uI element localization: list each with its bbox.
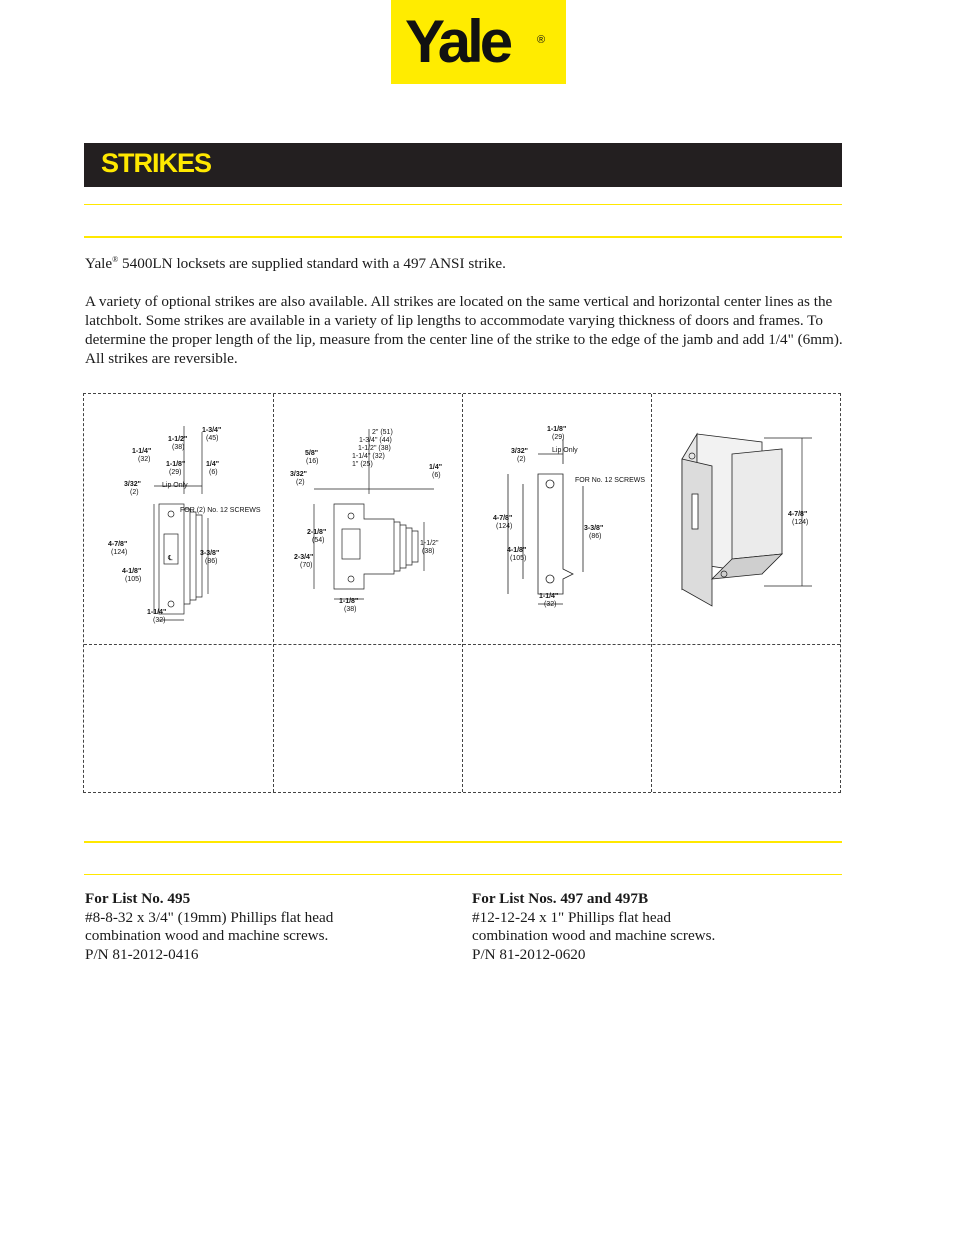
section-banner <box>84 143 842 187</box>
registered-mark: ® <box>112 255 119 264</box>
screw-spec-heading: For List Nos. 497 and 497B <box>472 890 649 907</box>
dimension-label: (29) <box>169 469 182 476</box>
page-title: STRIKES <box>101 148 212 178</box>
dimension-label: (124) <box>792 519 809 526</box>
strike-diagram-box-strike <box>652 394 840 644</box>
strike-drawing-box-strike <box>652 394 840 644</box>
lip-only-note: Lip Only <box>552 447 578 454</box>
dimension-label: 1-1/4" <box>147 609 167 616</box>
dimension-label: (45) <box>206 435 219 442</box>
dimension-label: (105) <box>510 555 527 562</box>
dimension-label: 3/32" <box>124 481 141 488</box>
dimension-label: (86) <box>589 533 602 540</box>
dimension-label: 1-1/4" <box>539 593 559 600</box>
logo-registered-mark: ® <box>537 34 546 46</box>
intro-line: 5400LN locksets are supplied standard with a 497 ANSI strike. <box>118 255 506 272</box>
dimension-label: (16) <box>306 458 319 465</box>
logo-wordmark: Yale <box>405 8 510 75</box>
screws-note: FOR (2) No. 12 SCREWS <box>180 507 261 514</box>
screw-spec-497 <box>472 890 832 965</box>
dimension-label: (38) <box>422 548 435 555</box>
dimension-label: (124) <box>111 549 128 556</box>
dimension-label: 4-1/8" <box>122 568 142 575</box>
dimension-label: (32) <box>138 456 151 463</box>
divider-rule <box>84 204 842 205</box>
dimension-label: (86) <box>205 558 218 565</box>
dimension-label: 4-7/8" <box>493 515 513 522</box>
grid-divider <box>84 644 840 645</box>
dimension-label: 1/4" <box>429 464 443 471</box>
dimension-label: (38) <box>172 444 185 451</box>
dimension-label: 1-3/4" (44) <box>359 437 392 444</box>
intro-paragraph-2: A variety of optional strikes are also available. All strikes are located on the same vertical and horizontal center lines as the latchbolt. Some strikes are available in a variety of lip lengths to accommodate varying thickness of doors and frames. To determine the proper length of the lip, measure from the center line of the strike to the edge of the jamb and add 1/4" (6mm). All strikes are reversible. <box>85 293 843 367</box>
dimension-label: (124) <box>496 523 513 530</box>
dimension-label: 3/32" <box>511 448 528 455</box>
screws-note: FOR No. 12 SCREWS <box>575 477 646 484</box>
intro-paragraph-1 <box>85 250 845 273</box>
dimension-label: 2-3/4" <box>294 554 314 561</box>
yale-logo <box>391 0 566 84</box>
dimension-label: (6) <box>432 472 441 479</box>
dimension-label: (2) <box>130 489 139 496</box>
strike-drawing-495 <box>84 394 273 644</box>
centerline-symbol: ℄ <box>168 555 173 562</box>
dimension-label: 1-1/8" <box>547 426 567 433</box>
dimension-label: 1-1/4" (32) <box>352 453 385 460</box>
strike-diagram-t-strike <box>274 394 462 644</box>
strike-drawing-497 <box>463 394 651 644</box>
dimension-label: (2) <box>296 479 305 486</box>
lip-only-note: Lip Only <box>162 482 188 489</box>
screw-spec-line: #8-8-32 x 3/4" (19mm) Phillips flat head <box>85 908 334 926</box>
dimension-label: (32) <box>153 617 166 624</box>
brand-name: Yale <box>85 255 113 272</box>
strike-diagram-495 <box>84 394 273 644</box>
dimension-label: 1-1/8" <box>339 598 359 605</box>
screw-spec-495 <box>85 890 445 965</box>
divider-rule <box>84 236 842 238</box>
dimension-label: (2) <box>517 456 526 463</box>
screw-spec-line: #12-12-24 x 1" Phillips flat head <box>472 908 671 926</box>
screw-spec-line: combination wood and machine screws. <box>85 927 329 945</box>
strike-drawing-t-strike <box>274 394 462 644</box>
dimension-label: (70) <box>300 562 313 569</box>
strike-figures-grid <box>83 393 841 793</box>
dimension-label: (29) <box>552 434 565 441</box>
dimension-label: (38) <box>344 606 357 613</box>
dimension-label: 4-1/8" <box>507 547 527 554</box>
strike-diagram-497 <box>463 394 651 644</box>
dimension-label: 1/4" <box>206 461 220 468</box>
dimension-label: 1-1/4" <box>132 448 152 455</box>
dimension-label: 4-7/8" <box>108 541 128 548</box>
dimension-label: 1" (25) <box>352 461 373 468</box>
intro-text <box>85 250 845 387</box>
dimension-label: (6) <box>209 469 218 476</box>
dimension-label: 2-1/8" <box>307 529 327 536</box>
screw-part-number: P/N 81-2012-0620 <box>472 946 586 964</box>
dimension-label: (32) <box>544 601 557 608</box>
screw-part-number: P/N 81-2012-0416 <box>85 946 199 964</box>
dimension-label: 3-3/8" <box>200 550 220 557</box>
dimension-label: 1-1/8" <box>166 461 186 468</box>
dimension-label: 4-7/8" <box>788 511 808 518</box>
dimension-label: 2" (51) <box>372 429 393 436</box>
dimension-label: (54) <box>312 537 325 544</box>
dimension-label: 1-1/2" <box>168 436 188 443</box>
dimension-label: (105) <box>125 576 142 583</box>
divider-rule <box>84 841 842 843</box>
dimension-label: 1-1/2" <box>420 540 439 547</box>
dimension-label: 3/32" <box>290 471 307 478</box>
divider-rule <box>84 874 842 875</box>
dimension-label: 3-3/8" <box>584 525 604 532</box>
dimension-label: 1-3/4" <box>202 427 222 434</box>
screw-spec-heading: For List No. 495 <box>85 890 191 907</box>
dimension-label: 5/8" <box>305 450 319 457</box>
screw-spec-line: combination wood and machine screws. <box>472 927 716 945</box>
dimension-label: 1-1/2" (38) <box>358 445 391 452</box>
